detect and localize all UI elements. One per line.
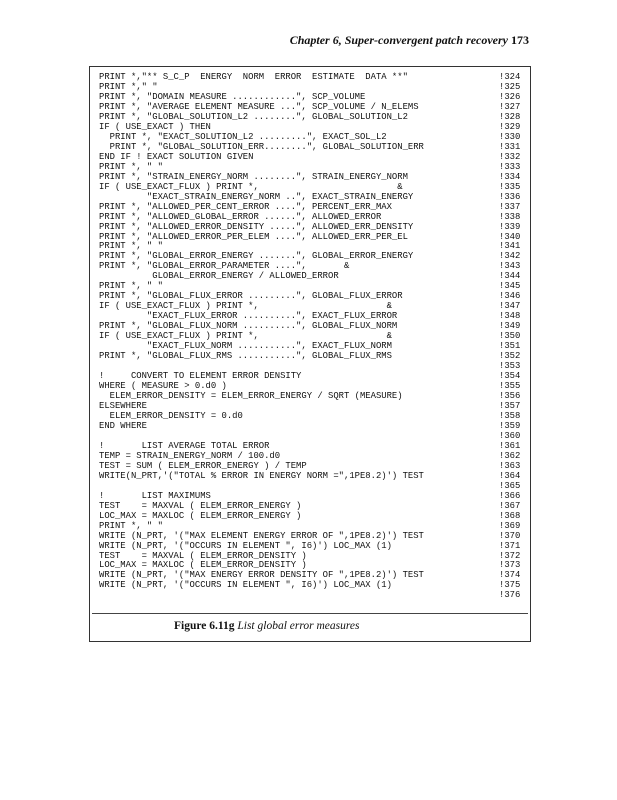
chapter-title: Chapter 6, Super-convergent patch recovery: [289, 33, 508, 47]
line-number: !360: [499, 430, 521, 441]
line-number: !347: [499, 301, 521, 312]
figure-caption-text: List global error measures: [237, 620, 360, 632]
code-text: WHERE ( MEASURE > 0.d0 ): [99, 381, 227, 392]
line-number: !332: [499, 151, 521, 162]
code-line: [99, 472, 529, 482]
line-number: !326: [499, 91, 521, 102]
line-number: !364: [499, 470, 521, 481]
code-text: PRINT *, " ": [99, 281, 163, 292]
line-number: !363: [499, 460, 521, 471]
code-text: ELSEWHERE: [99, 400, 147, 411]
code-line: [99, 392, 529, 402]
code-line: [99, 512, 529, 522]
figure-caption: [174, 620, 360, 632]
code-text: PRINT *, " ": [99, 161, 163, 172]
line-number: !327: [499, 101, 521, 112]
line-number: !345: [499, 281, 521, 292]
code-text: PRINT *, "ALLOWED_ERROR_PER_ELEM ....", ALLOWED_ERR_PER_EL: [99, 231, 408, 242]
line-number: !341: [499, 241, 521, 252]
code-line: [99, 153, 529, 163]
code-text: IF ( USE_EXACT_FLUX ) PRINT *, &: [99, 301, 392, 312]
line-number: !331: [499, 141, 521, 152]
line-number: !344: [499, 271, 521, 282]
code-line: [99, 581, 529, 591]
code-text: IF ( USE_EXACT ) THEN: [99, 121, 211, 132]
code-text: TEST = MAXVAL ( ELEM_ERROR_DENSITY ): [99, 550, 307, 561]
line-number: !335: [499, 181, 521, 192]
code-text: WRITE (N_PRT, '("MAX ELEMENT ENERGY ERROR OF ",1PE8.2)') TEST: [99, 530, 424, 541]
line-number: !372: [499, 550, 521, 561]
line-number: !367: [499, 500, 521, 511]
code-text: WRITE(N_PRT,'("TOTAL % ERROR IN ENERGY NORM =",1PE8.2)') TEST: [99, 470, 424, 481]
frame-divider: [92, 613, 528, 614]
line-number: !333: [499, 161, 521, 172]
code-text: ELEM_ERROR_DENSITY = ELEM_ERROR_ENERGY / SQRT (MEASURE): [99, 391, 403, 401]
code-text: LOC_MAX = MAXLOC ( ELEM_ERROR_ENERGY ): [99, 510, 302, 521]
code-line: [99, 352, 529, 362]
line-number: !357: [499, 400, 521, 411]
code-text: PRINT *, "GLOBAL_FLUX_NORM ..........", GLOBAL_FLUX_NORM: [99, 321, 398, 332]
code-text: PRINT *, "GLOBAL_SOLUTION_ERR........", GLOBAL_SOLUTION_ERR: [99, 141, 424, 152]
line-number: !342: [499, 251, 521, 262]
line-number: !374: [499, 570, 521, 581]
line-number: !358: [499, 410, 521, 421]
line-number: !356: [499, 391, 521, 401]
line-number: !338: [499, 211, 521, 222]
code-line: [99, 223, 529, 233]
line-number: !350: [499, 331, 521, 342]
line-number: !369: [499, 520, 521, 531]
code-text: TEMP = STRAIN_ENERGY_NORM / 100.d0: [99, 450, 281, 461]
running-header: [290, 33, 529, 48]
code-text: TEST = MAXVAL ( ELEM_ERROR_ENERGY ): [99, 500, 302, 511]
line-number: !355: [499, 381, 521, 392]
line-number: !375: [499, 580, 521, 591]
code-text: PRINT *, " ": [99, 241, 163, 252]
code-text: WRITE (N_PRT, '("OCCURS IN ELEMENT ", I6)') LOC_MAX (1): [99, 580, 392, 591]
line-number: !343: [499, 261, 521, 272]
line-number: !370: [499, 530, 521, 541]
line-number: !362: [499, 450, 521, 461]
line-number: !328: [499, 111, 521, 122]
code-line: [99, 591, 529, 601]
line-number: !366: [499, 490, 521, 501]
code-text: PRINT *, "ALLOWED_PER_CENT_ERROR ....", PERCENT_ERR_MAX: [99, 201, 392, 212]
code-text: PRINT *, "EXACT_SOLUTION_L2 .........", EXACT_SOL_L2: [99, 131, 387, 142]
line-number: !334: [499, 171, 521, 182]
code-text: ! CONVERT TO ELEMENT ERROR DENSITY: [99, 371, 302, 382]
code-line: [99, 412, 529, 422]
code-text: PRINT *, " ": [99, 520, 163, 531]
code-line: [99, 272, 529, 282]
code-text: PRINT *," ": [99, 81, 158, 92]
line-number: !352: [499, 351, 521, 362]
code-listing: [99, 73, 529, 601]
code-text: ELEM_ERROR_DENSITY = 0.d0: [99, 410, 243, 421]
line-number: !373: [499, 560, 521, 571]
code-text: PRINT *, "STRAIN_ENERGY_NORM ........", STRAIN_ENERGY_NORM: [99, 171, 408, 182]
line-number: !354: [499, 371, 521, 382]
code-text: PRINT *, "GLOBAL_SOLUTION_L2 ........", GLOBAL_SOLUTION_L2: [99, 111, 408, 122]
line-number: !348: [499, 311, 521, 322]
line-number: !336: [499, 191, 521, 202]
code-text: END IF ! EXACT SOLUTION GIVEN: [99, 151, 254, 162]
code-text: IF ( USE_EXACT_FLUX ) PRINT *, &: [99, 181, 403, 192]
code-text: PRINT *, "ALLOWED_GLOBAL_ERROR ......", ALLOWED_ERROR: [99, 211, 382, 222]
code-text: "EXACT_FLUX_NORM ...........", EXACT_FLUX_NORM: [99, 341, 392, 352]
line-number: !365: [499, 480, 521, 491]
code-text: PRINT *, "GLOBAL_FLUX_ERROR .........", GLOBAL_FLUX_ERROR: [99, 291, 403, 302]
line-number: !346: [499, 291, 521, 302]
code-text: ! LIST AVERAGE TOTAL ERROR: [99, 440, 270, 451]
line-number: !371: [499, 540, 521, 551]
line-number: !339: [499, 221, 521, 232]
code-text: END WHERE: [99, 420, 147, 431]
code-text: PRINT *, "GLOBAL_ERROR_PARAMETER ....", &: [99, 261, 350, 272]
page-number: 173: [511, 33, 529, 47]
code-line: [99, 233, 529, 243]
line-number: !359: [499, 420, 521, 431]
code-text: LOC_MAX = MAXLOC ( ELEM_ERROR_DENSITY ): [99, 560, 307, 571]
code-text: WRITE (N_PRT, '("MAX ENERGY ERROR DENSITY OF ",1PE8.2)') TEST: [99, 570, 424, 581]
line-number: !351: [499, 341, 521, 352]
code-text: ! LIST MAXIMUMS: [99, 490, 211, 501]
code-text: PRINT *, "GLOBAL_FLUX_RMS ...........", GLOBAL_FLUX_RMS: [99, 351, 392, 362]
code-line: [99, 422, 529, 432]
line-number: !329: [499, 121, 521, 132]
code-text: PRINT *, "AVERAGE ELEMENT MEASURE ...", SCP_VOLUME / N_ELEMS: [99, 101, 419, 112]
code-text: "EXACT_STRAIN_ENERGY_NORM ..", EXACT_STRAIN_ENERGY: [99, 191, 414, 202]
line-number: !349: [499, 321, 521, 332]
line-number: !361: [499, 440, 521, 451]
line-number: !324: [499, 72, 521, 82]
line-number: !330: [499, 131, 521, 142]
code-text: WRITE (N_PRT, '("OCCURS IN ELEMENT ", I6)') LOC_MAX (1): [99, 540, 392, 551]
code-text: PRINT *, "ALLOWED_ERROR_DENSITY .....", ALLOWED_ERR_DENSITY: [99, 221, 414, 232]
figure-label: Figure 6.11g: [174, 620, 235, 632]
code-text: TEST = SUM ( ELEM_ERROR_ENERGY ) / TEMP: [99, 460, 307, 471]
code-text: PRINT *, "DOMAIN MEASURE ............", SCP_VOLUME: [99, 91, 366, 102]
line-number: !368: [499, 510, 521, 521]
line-number: !337: [499, 201, 521, 212]
code-text: GLOBAL_ERROR_ENERGY / ALLOWED_ERROR: [99, 271, 339, 282]
code-line: [99, 73, 529, 83]
line-number: !340: [499, 231, 521, 242]
line-number: !376: [499, 590, 521, 601]
line-number: !353: [499, 361, 521, 372]
code-text: PRINT *,"** S_C_P ENERGY NORM ERROR ESTIMATE DATA **": [99, 72, 408, 82]
code-text: IF ( USE_EXACT_FLUX ) PRINT *, &: [99, 331, 392, 342]
code-text: "EXACT_FLUX_ERROR ..........", EXACT_FLUX_ERROR: [99, 311, 398, 322]
line-number: !325: [499, 81, 521, 92]
code-text: PRINT *, "GLOBAL_ERROR_ENERGY .......", GLOBAL_ERROR_ENERGY: [99, 251, 414, 262]
code-line: [99, 542, 529, 552]
